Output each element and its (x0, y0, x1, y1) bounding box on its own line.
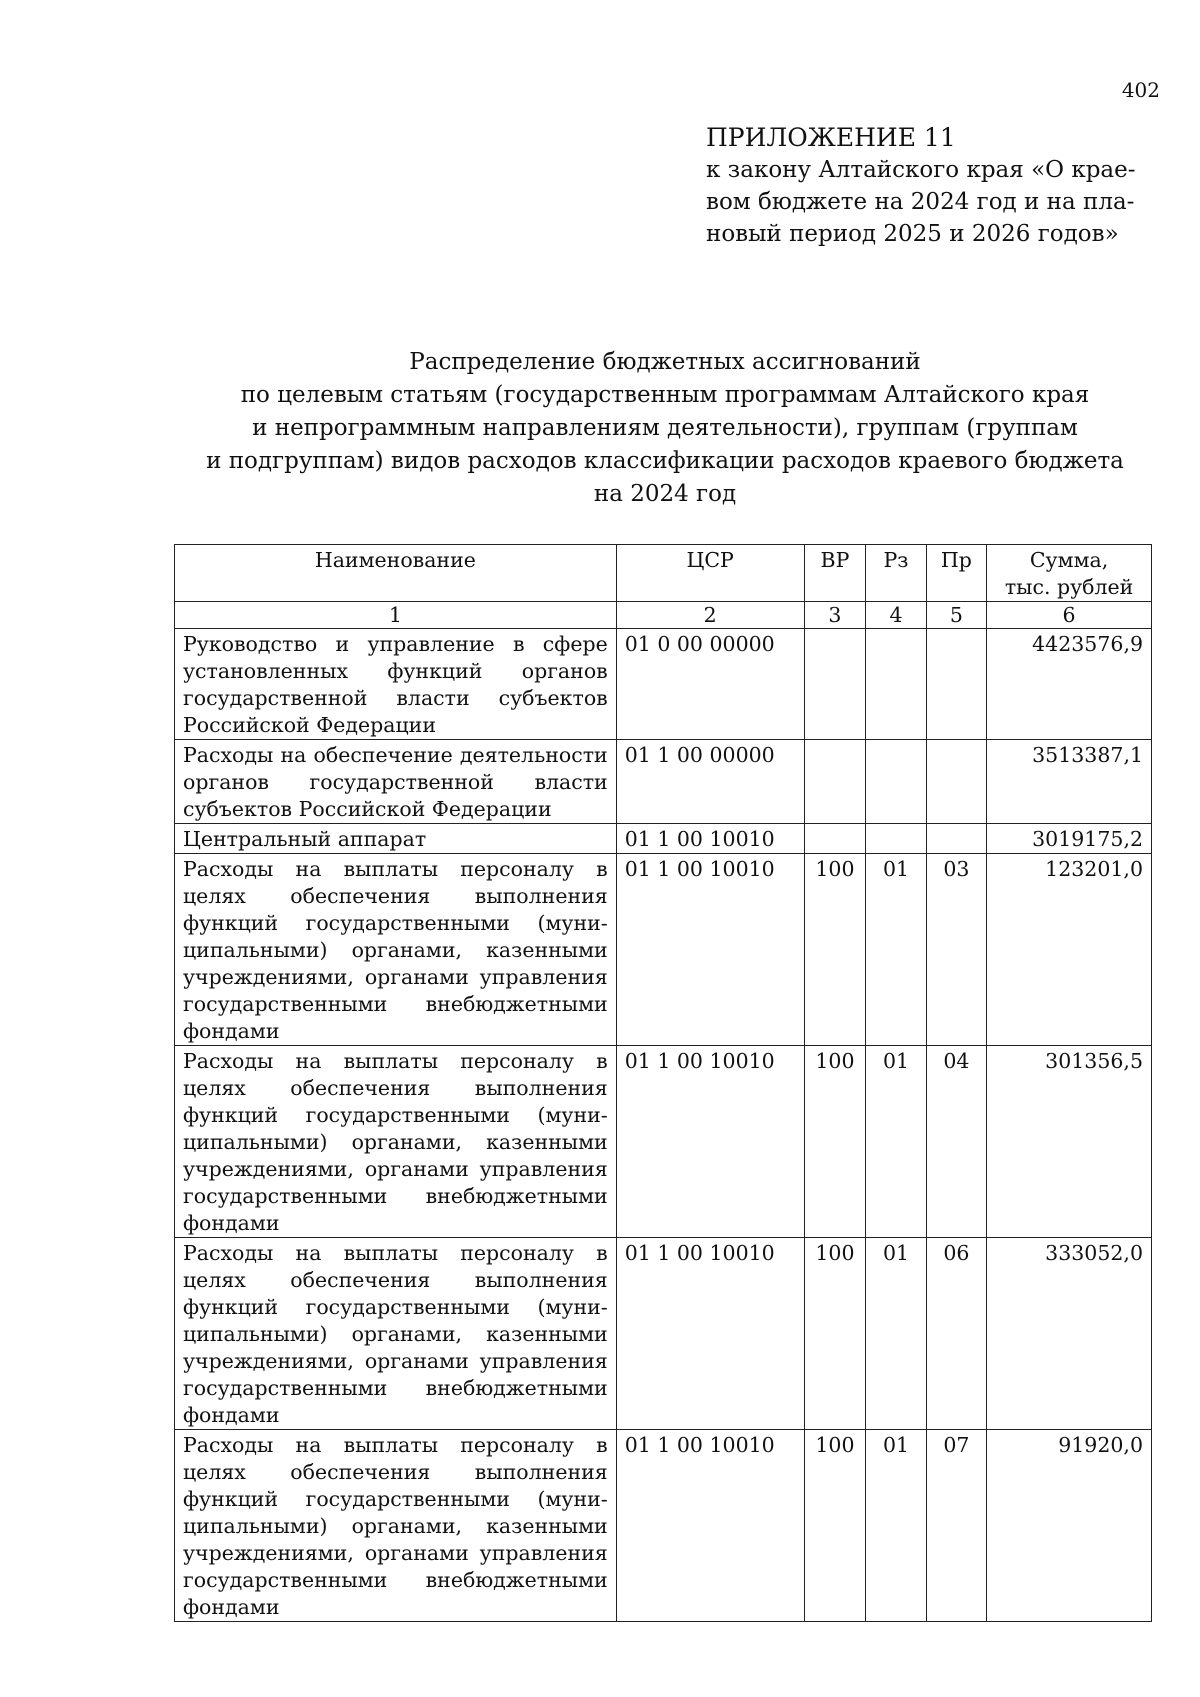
appendix-line: новый период 2025 и 2026 годов» (706, 221, 1119, 247)
cell-name: Расходы на выплаты персоналу в целях обеспечения выполнения функций государственными (муниципальными) органами, казенными учреждениями, органами управления государственными внебюджетными фондами (175, 1046, 617, 1238)
cell-rz (866, 629, 926, 740)
cell-sum: 3019175,2 (987, 824, 1152, 854)
cell-csr: 01 1 00 10010 (616, 1238, 804, 1430)
cell-name: Расходы на обеспечение деятельности органов государственной власти субъектов Российской Федерации (175, 740, 617, 824)
column-number: 3 (804, 602, 866, 629)
cell-pr (926, 629, 986, 740)
header-rz: Рз (866, 545, 926, 602)
appendix-line: к закону Алтайского края «О крае- (706, 157, 1136, 183)
cell-pr: 04 (926, 1046, 986, 1238)
table-row (175, 1430, 1152, 1622)
cell-sum: 3513387,1 (987, 740, 1152, 824)
appendix-line: вом бюджете на 2024 год и на пла- (706, 189, 1135, 215)
cell-rz: 01 (866, 1430, 926, 1622)
cell-pr (926, 824, 986, 854)
cell-name: Центральный аппарат (175, 824, 617, 854)
cell-vr: 100 (804, 1430, 866, 1622)
cell-name: Руководство и управление в сфере установленных функций органов государственной власти субъектов Российской Федерации (175, 629, 617, 740)
appendix-block (706, 122, 1166, 250)
cell-rz: 01 (866, 854, 926, 1046)
cell-vr (804, 740, 866, 824)
cell-sum: 333052,0 (987, 1238, 1152, 1430)
document-title-line: Распределение бюджетных ассигнований (409, 349, 921, 375)
column-number: 6 (987, 602, 1152, 629)
column-number-row (175, 602, 1152, 629)
table-row (175, 740, 1152, 824)
header-sum-line: тыс. рублей (1004, 575, 1134, 599)
cell-csr: 01 1 00 00000 (616, 740, 804, 824)
cell-csr: 01 1 00 10010 (616, 1430, 804, 1622)
cell-pr: 07 (926, 1430, 986, 1622)
table-row (175, 629, 1152, 740)
document-title-line: и непрограммным направлениям деятельности), группам (группам (252, 415, 1078, 441)
header-sum (987, 545, 1152, 602)
cell-csr: 01 1 00 10010 (616, 824, 804, 854)
header-csr: ЦСР (616, 545, 804, 602)
cell-sum: 301356,5 (987, 1046, 1152, 1238)
table-row (175, 1046, 1152, 1238)
budget-table (174, 544, 1152, 1622)
cell-name: Расходы на выплаты персоналу в целях обеспечения выполнения функций государственными (муниципальными) органами, казенными учреждениями, органами управления государственными внебюджетными фондами (175, 1238, 617, 1430)
header-vr: ВР (804, 545, 866, 602)
cell-vr (804, 629, 866, 740)
cell-sum: 91920,0 (987, 1430, 1152, 1622)
cell-rz (866, 740, 926, 824)
header-sum-line: Сумма, (1029, 548, 1109, 572)
cell-rz: 01 (866, 1046, 926, 1238)
column-number: 4 (866, 602, 926, 629)
cell-rz (866, 824, 926, 854)
cell-csr: 01 1 00 10010 (616, 854, 804, 1046)
cell-name: Расходы на выплаты персоналу в целях обеспечения выполнения функций государственными (муниципальными) органами, казенными учреждениями, органами управления государственными внебюджетными фондами (175, 1430, 617, 1622)
cell-csr: 01 1 00 10010 (616, 1046, 804, 1238)
column-number: 2 (616, 602, 804, 629)
cell-pr (926, 740, 986, 824)
cell-csr: 01 0 00 00000 (616, 629, 804, 740)
table-row (175, 824, 1152, 854)
document-title-line: на 2024 год (593, 481, 737, 507)
table-row (175, 1238, 1152, 1430)
cell-pr: 03 (926, 854, 986, 1046)
document-title-line: и подгруппам) видов расходов классификации расходов краевого бюджета (206, 448, 1124, 474)
table-header-row (175, 545, 1152, 602)
header-name: Наименование (175, 545, 617, 602)
header-pr: Пр (926, 545, 986, 602)
appendix-title: ПРИЛОЖЕНИЕ 11 (706, 123, 956, 152)
column-number: 5 (926, 602, 986, 629)
cell-vr: 100 (804, 1238, 866, 1430)
cell-vr (804, 824, 866, 854)
cell-vr: 100 (804, 1046, 866, 1238)
cell-sum: 123201,0 (987, 854, 1152, 1046)
document-title-line: по целевым статьям (государственным программам Алтайского края (240, 382, 1090, 408)
cell-name: Расходы на выплаты персоналу в целях обеспечения выполнения функций государственными (муниципальными) органами, казенными учреждениями, органами управления государственными внебюджетными фондами (175, 854, 617, 1046)
page-number: 402 (1121, 78, 1160, 102)
table-row (175, 854, 1152, 1046)
document-title (150, 346, 1180, 511)
column-number: 1 (175, 602, 617, 629)
cell-vr: 100 (804, 854, 866, 1046)
cell-rz: 01 (866, 1238, 926, 1430)
cell-sum: 4423576,9 (987, 629, 1152, 740)
cell-pr: 06 (926, 1238, 986, 1430)
